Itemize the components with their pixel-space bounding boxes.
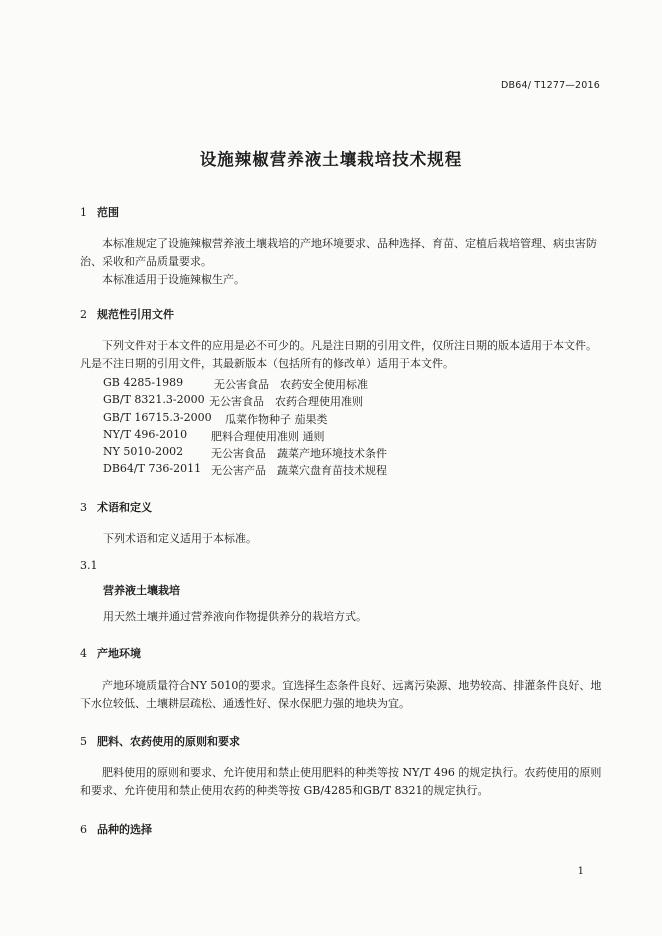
section-5-heading: [80, 733, 240, 749]
standard-code: DB64/ T1277—2016: [501, 80, 600, 91]
section-number: 5: [80, 735, 87, 748]
section-title: 肥料、农药使用的原则和要求: [97, 735, 240, 748]
section-5-paragraph-1: 肥料使用的原则和要求、允许使用和禁止使用肥料的种类等按 NY/T 496 的规定执行。农药使用的原则和要求、允许使用和禁止使用农药的种类等按 GB/4285和GB/T 8321的规定执行。: [80, 766, 602, 797]
reference-code: GB 4285-1989: [103, 376, 184, 389]
section-title: 术语和定义: [97, 501, 152, 514]
reference-title: 无公害食品 蔬菜产地环境技术条件: [211, 447, 387, 461]
reference-code: GB/T 8321.3-2000: [103, 393, 205, 407]
section-number: 1: [80, 206, 87, 219]
reference-title: 瓜菜作物种子 茄果类: [225, 412, 328, 426]
page-number: 1: [577, 866, 584, 877]
section-title: 范围: [97, 206, 119, 219]
section-number: 6: [80, 823, 87, 836]
section-3-paragraph-1: 下列术语和定义适用于本标准。: [103, 532, 257, 545]
section-title: 规范性引用文件: [97, 308, 174, 321]
section-1-paragraph-2: 本标准适用于设施辣椒生产。: [102, 273, 245, 286]
section-1-paragraph-1: 本标准规定了设施辣椒营养液土壤栽培的产地环境要求、品种选择、育苗、定植后栽培管理、病虫害防治、采收和产品质量要求。: [80, 237, 597, 268]
section-2-paragraph-1: 下列文件对于本文件的应用是必不可少的。凡是注日期的引用文件，仅所注日期的版本适用于本文件。凡是不注日期的引用文件，其最新版本（包括所有的修改单）适用于本文件。: [80, 339, 597, 370]
section-1-heading: [80, 204, 119, 220]
section-4-paragraph-1: 产地环境质量符合NY 5010的要求。宜选择生态条件良好、远离污染源、地势较高、排灌条件良好、地下水位较低、土壤耕层疏松、通透性好、保水保肥力强的地块为宜。: [80, 679, 602, 710]
reference-title: 肥料合理使用准则 通则: [211, 429, 325, 443]
section-title: 产地环境: [97, 647, 141, 660]
reference-title: 无公害食品 农药合理使用准则: [209, 395, 363, 409]
section-2-heading: [80, 306, 174, 322]
reference-code: NY/T 496-2010: [103, 427, 188, 441]
section-number: 4: [80, 647, 87, 660]
section-number: 2: [80, 308, 87, 321]
reference-code: NY 5010-2002: [103, 445, 184, 459]
document-title: 设施辣椒营养液土壤栽培技术规程: [199, 150, 463, 169]
section-4-heading: [80, 645, 141, 661]
reference-code: GB/T 16715.3-2000: [103, 410, 212, 424]
subsection-number: 3.1: [80, 559, 98, 572]
reference-title: 无公害产品 蔬菜穴盘育苗技术规程: [211, 464, 387, 478]
section-6-heading: [80, 821, 152, 837]
reference-title: 无公害食品 农药安全使用标准: [214, 378, 368, 391]
section-3-heading: [80, 499, 152, 515]
reference-code: DB64/T 736-2011: [103, 462, 202, 476]
term-heading: 营养液土壤栽培: [103, 584, 180, 597]
section-title: 品种的选择: [97, 823, 152, 836]
section-number: 3: [80, 501, 87, 514]
term-definition: 用天然土壤并通过营养液向作物提供养分的栽培方式。: [103, 610, 367, 623]
